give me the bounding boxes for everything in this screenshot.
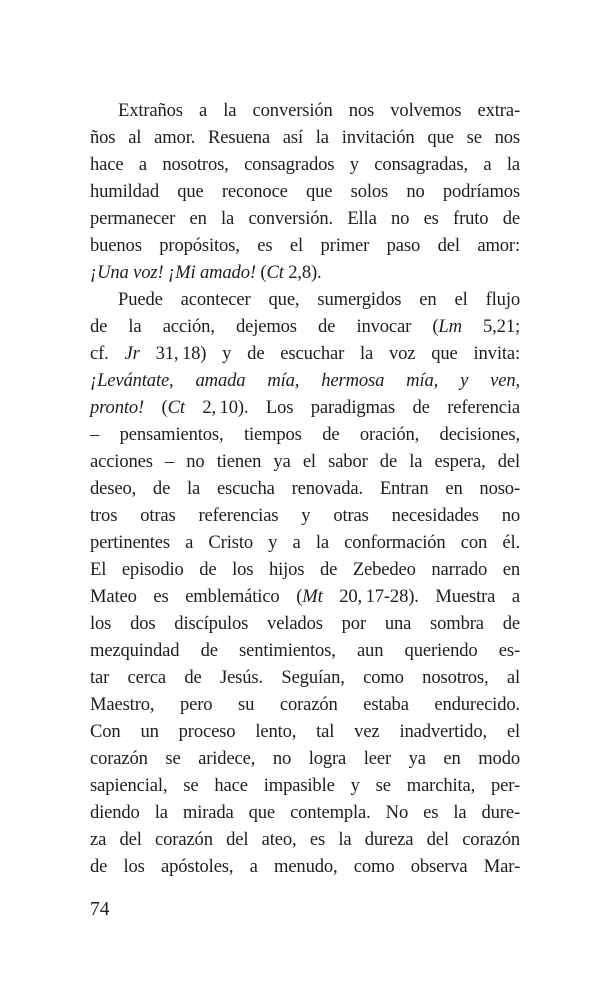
text-line: [90, 313, 520, 340]
text-segment: – pensamientos, tiempos de oración, decisiones,: [90, 424, 520, 445]
text-segment: deseo, de la escucha renovada. Entran en noso-: [90, 478, 520, 499]
text-segment: acciones – no tienen ya el sabor de la espera, del: [90, 451, 520, 472]
text-line: [90, 178, 520, 205]
text-segment: buenos propósitos, es el primer paso del amor:: [90, 235, 520, 256]
text-segment: Extraños a la conversión nos volvemos extra-: [118, 100, 520, 121]
text-segment: humildad que reconoce que solos no podríamos: [90, 181, 520, 202]
text-segment: corazón se aridece, no logra leer ya en modo: [90, 748, 520, 769]
text-segment: permanecer en la conversión. Ella no es fruto de: [90, 208, 520, 229]
text-line: [90, 529, 520, 556]
text-segment: El episodio de los hijos de Zebedeo narrado en: [90, 559, 520, 580]
text-segment: hace a nosotros, consagrados y consagradas, a la: [90, 154, 520, 175]
italic-text: ¡Una voz! ¡Mi amado!: [90, 262, 256, 283]
text-segment: 2, 10). Los paradigmas de referencia: [184, 397, 520, 418]
text-segment: pertinentes a Cristo y a la conformación con él.: [90, 532, 520, 553]
text-segment: de los apóstoles, a menudo, como observa Mar-: [90, 856, 520, 877]
italic-text: Mt: [302, 586, 323, 607]
text-line: [90, 124, 520, 151]
italic-text: Jr: [124, 343, 140, 364]
text-segment: ños al amor. Resuena así la invitación que se nos: [90, 127, 520, 148]
text-line: [90, 637, 520, 664]
text-line: [90, 853, 520, 880]
text-line: [90, 664, 520, 691]
text-segment: tar cerca de Jesús. Seguían, como nosotros, al: [90, 667, 520, 688]
text-line: [90, 691, 520, 718]
text-line: [90, 286, 520, 313]
text-block: [90, 97, 520, 880]
text-line: [90, 367, 520, 394]
italic-text: pronto!: [90, 397, 145, 418]
text-line: [90, 583, 520, 610]
text-segment: za del corazón del ateo, es la dureza del corazón: [90, 829, 520, 850]
text-segment: Maestro, pero su corazón estaba endurecido.: [90, 694, 520, 715]
text-segment: (: [144, 397, 168, 418]
text-line: [90, 205, 520, 232]
text-segment: 20, 17-28). Muestra a: [322, 586, 521, 607]
text-line: [90, 448, 520, 475]
text-segment: diendo la mirada que contempla. No es la dure-: [90, 802, 520, 823]
italic-text: Ct: [167, 397, 185, 418]
text-line: [90, 394, 520, 421]
text-segment: los dos discípulos velados por una sombra de: [90, 613, 520, 634]
text-line: [90, 151, 520, 178]
text-segment: de la acción, dejemos de invocar (: [90, 316, 439, 337]
text-line: [90, 799, 520, 826]
page-number: 74: [90, 899, 110, 920]
text-line: [90, 556, 520, 583]
text-segment: Puede acontecer que, sumergidos en el flujo: [118, 289, 520, 310]
text-segment: sapiencial, se hace impasible y se marchita, per-: [90, 775, 520, 796]
text-line: [90, 745, 520, 772]
text-line: [90, 475, 520, 502]
text-segment: tros otras referencias y otras necesidades no: [90, 505, 520, 526]
text-segment: Con un proceso lento, tal vez inadvertido, el: [90, 721, 520, 742]
text-segment: 5,21;: [461, 316, 520, 337]
text-line: [90, 610, 520, 637]
text-line: [90, 826, 520, 853]
text-segment: (: [255, 262, 267, 283]
italic-text: Lm: [438, 316, 462, 337]
text-segment: cf.: [90, 343, 125, 364]
text-line: [90, 421, 520, 448]
text-segment: 31, 18) y de escuchar la voz que invita:: [139, 343, 520, 364]
text-line: [90, 718, 520, 745]
text-line: [90, 340, 520, 367]
text-segment: mezquindad de sentimientos, aun queriendo es-: [90, 640, 520, 661]
text-line: [90, 232, 520, 259]
text-line: [90, 259, 520, 286]
text-segment: 2,8).: [283, 262, 322, 283]
text-line: [90, 97, 520, 124]
text-line: [90, 772, 520, 799]
italic-text: ¡Levántate, amada mía, hermosa mía, y ven,: [90, 370, 520, 391]
italic-text: Ct: [266, 262, 284, 283]
text-segment: Mateo es emblemático (: [90, 586, 303, 607]
text-line: [90, 502, 520, 529]
